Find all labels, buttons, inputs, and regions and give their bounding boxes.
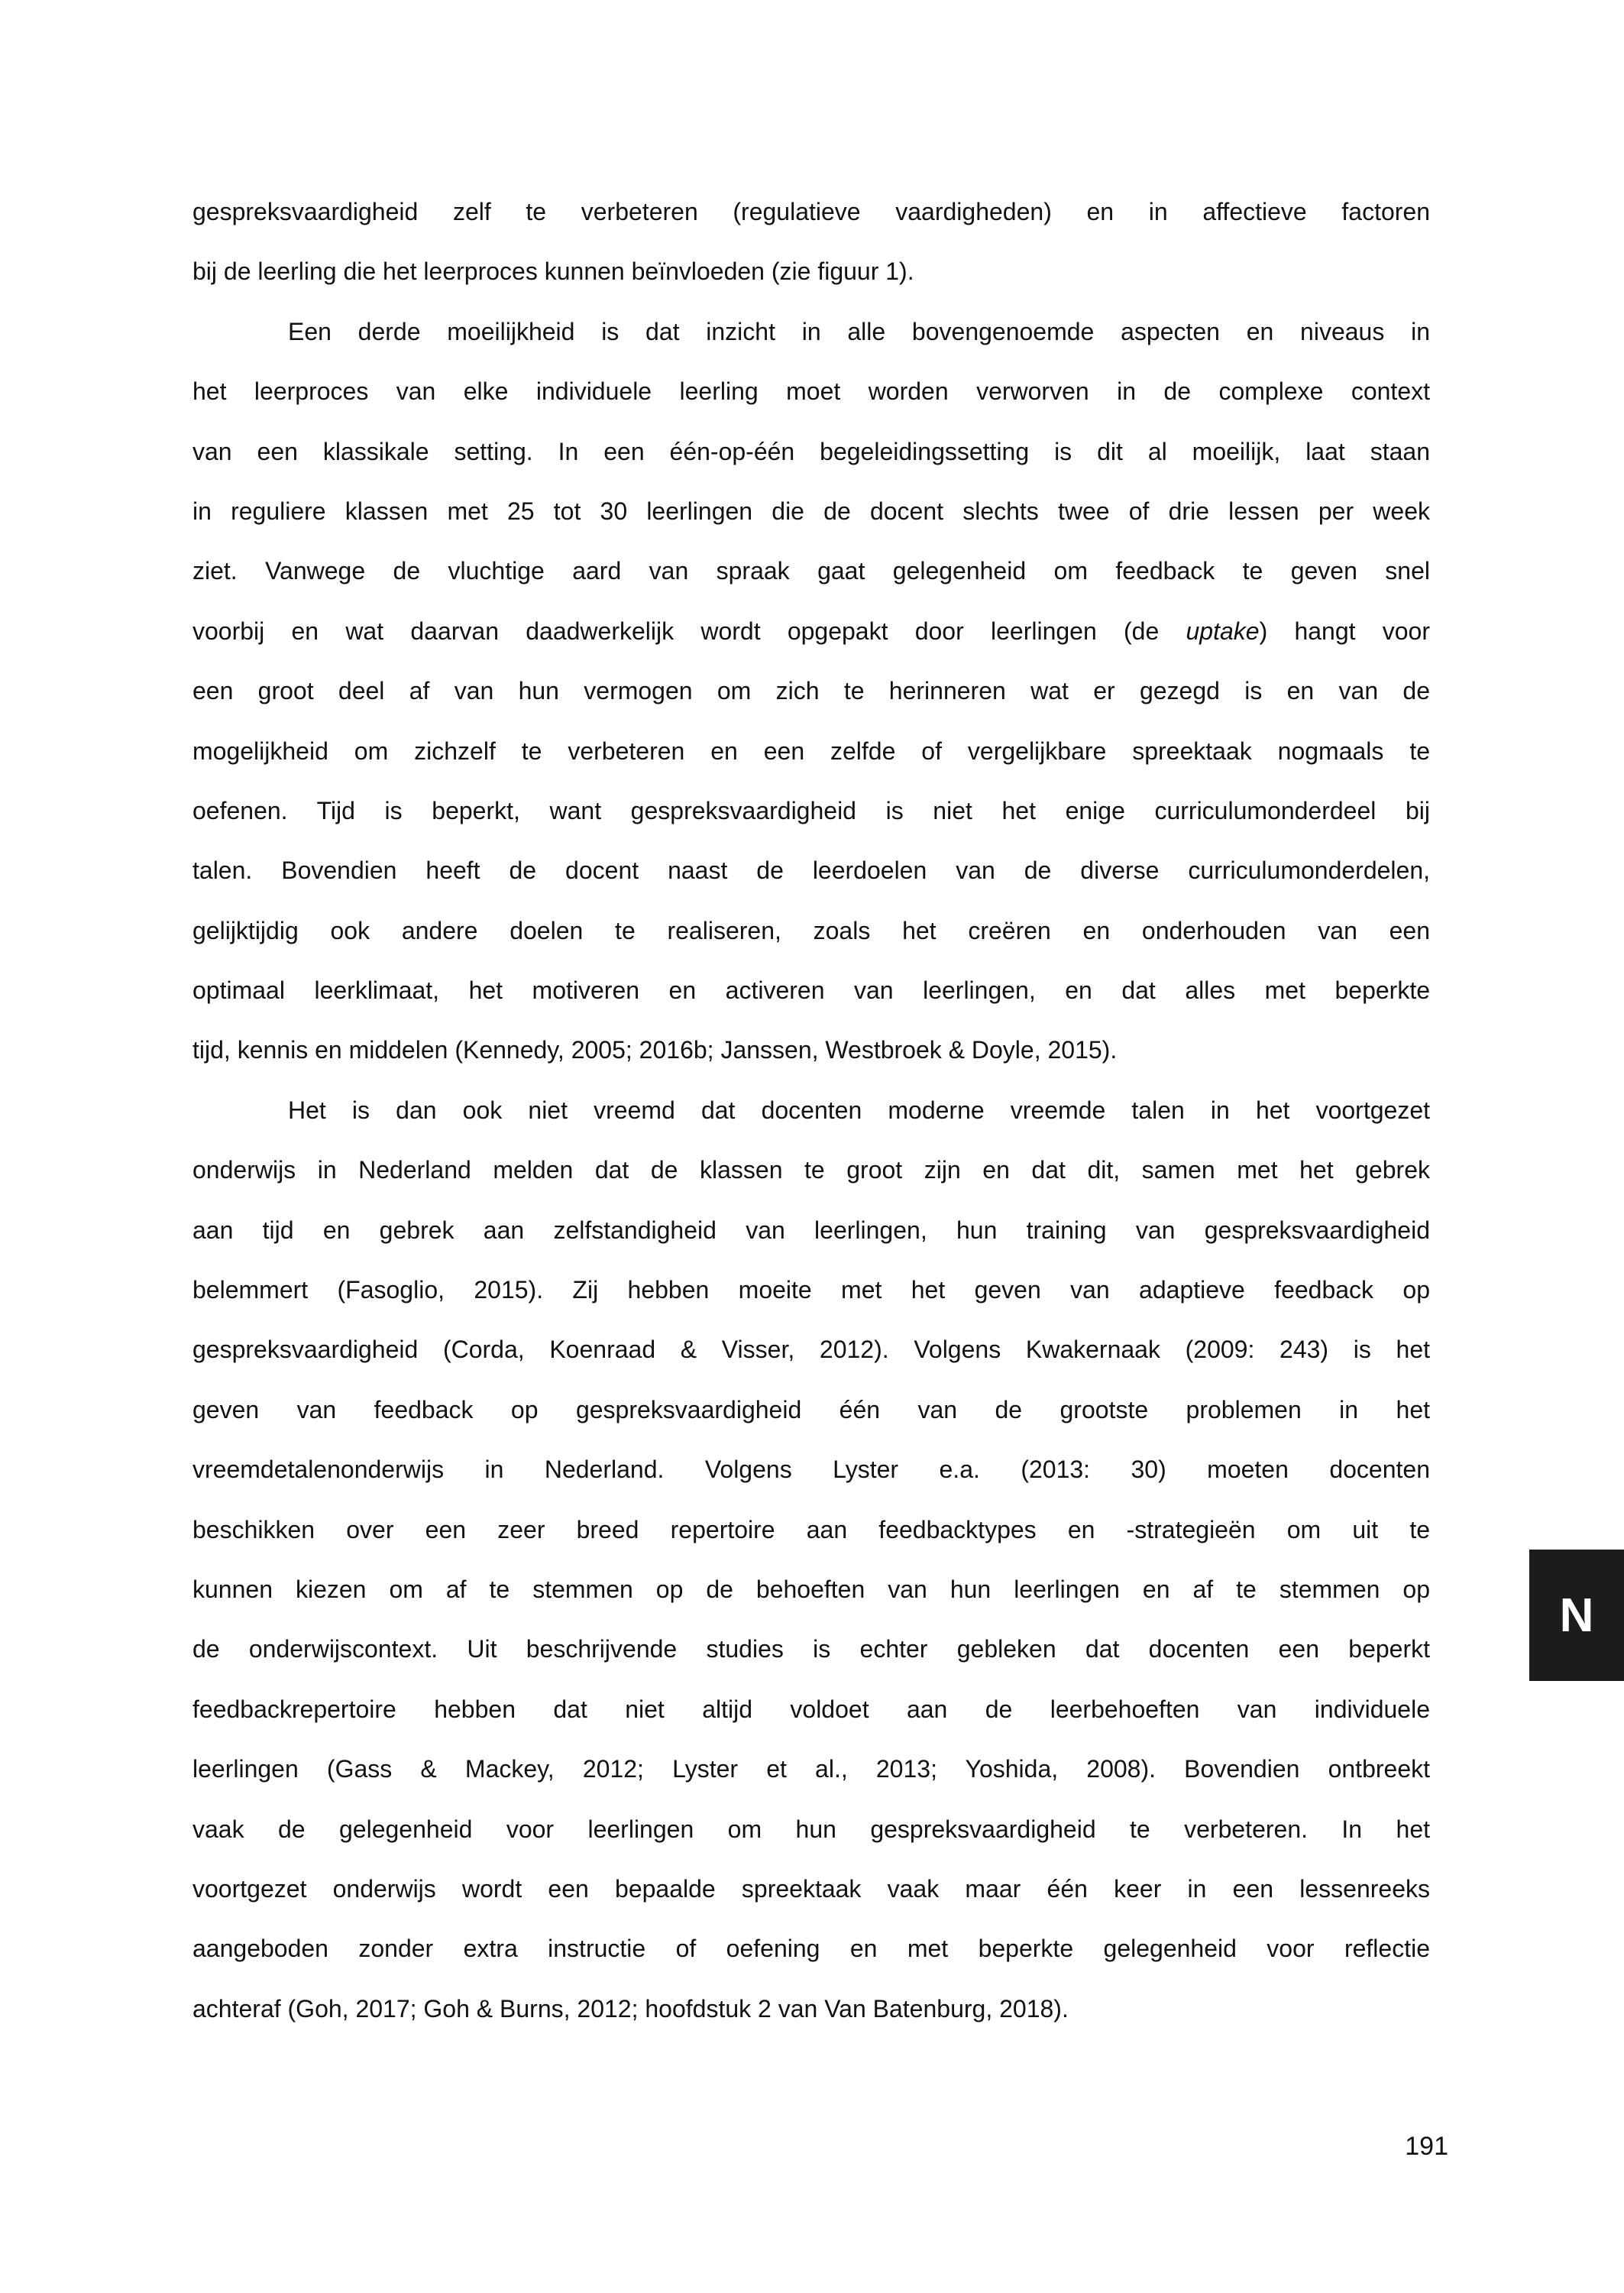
page-number: 191 <box>1405 2132 1448 2161</box>
text-line: de onderwijscontext. Uit beschrijvende studies is echter gebleken dat docenten een beperkt <box>192 1635 1430 1663</box>
text-line: in reguliere klassen met 25 tot 30 leerlingen die de docent slechts twee of drie lessen per week <box>192 497 1430 525</box>
text-line: gespreksvaardigheid (Corda, Koenraad & Visser, 2012). Volgens Kwakernaak (2009: 243) is het <box>192 1336 1430 1364</box>
text-line: van een klassikale setting. In een één-op-één begeleidingssetting is dit al moeilijk, laat staan <box>192 437 1430 465</box>
text-line: leerlingen (Gass & Mackey, 2012; Lyster et al., 2013; Yoshida, 2008). Bovendien ontbreekt <box>192 1755 1430 1783</box>
text-line: aan tijd en gebrek aan zelfstandigheid van leerlingen, hun training van gespreksvaardigheid <box>192 1216 1430 1244</box>
text-line: kunnen kiezen om af te stemmen op de behoeften van hun leerlingen en af te stemmen op <box>192 1575 1430 1603</box>
text-segment: ) hangt voor <box>1259 617 1431 645</box>
text-line: geven van feedback op gespreksvaardigheid één van de grootste problemen in het <box>192 1395 1430 1423</box>
text-line: Een derde moeilijkheid is dat inzicht in alle bovengenoemde aspecten en niveaus in <box>288 317 1430 345</box>
text-line: achteraf (Goh, 2017; Goh & Burns, 2012; hoofdstuk 2 van Van Batenburg, 2018). <box>192 1994 1069 2023</box>
text-line: aangeboden zonder extra instructie of oefening en met beperkte gelegenheid voor reflectie <box>192 1935 1430 1963</box>
text-line: onderwijs in Nederland melden dat de klassen te groot zijn en dat dit, samen met het gebrek <box>192 1156 1430 1184</box>
text-line: talen. Bovendien heeft de docent naast de leerdoelen van de diverse curriculumonderdelen, <box>192 857 1430 885</box>
text-line: belemmert (Fasoglio, 2015). Zij hebben moeite met het geven van adaptieve feedback op <box>192 1276 1430 1304</box>
text-line: gespreksvaardigheid zelf te verbeteren (regulatieve vaardigheden) en in affectieve factoren <box>192 198 1430 225</box>
text-line: optimaal leerklimaat, het motiveren en activeren van leerlingen, en dat alles met beperkte <box>192 976 1430 1005</box>
text-line: bij de leerling die het leerproces kunnen beïnvloeden (zie figuur 1). <box>192 257 914 286</box>
text-line: gelijktijdig ook andere doelen te realiseren, zoals het creëren en onderhouden van een <box>192 916 1430 944</box>
body-text <box>192 182 1430 2039</box>
chapter-thumb-tab: N <box>1529 1550 1624 1681</box>
text-line: oefenen. Tijd is beperkt, want gespreksvaardigheid is niet het enige curriculumonderdeel bij <box>192 796 1430 824</box>
text-line: feedbackrepertoire hebben dat niet altijd voldoet aan de leerbehoeften van individuele <box>192 1695 1430 1723</box>
text-line <box>192 601 1430 661</box>
text-line: vreemdetalenonderwijs in Nederland. Volgens Lyster e.a. (2013: 30) moeten docenten <box>192 1456 1430 1484</box>
text-line: vaak de gelegenheid voor leerlingen om hun gespreksvaardigheid te verbeteren. In het <box>192 1815 1430 1843</box>
text-line: mogelijkheid om zichzelf te verbeteren en een zelfde of vergelijkbare spreektaak nogmaals te <box>192 737 1430 765</box>
text-line: voortgezet onderwijs wordt een bepaalde spreektaak vaak maar één keer in een lessenreeks <box>192 1874 1430 1903</box>
text-line: ziet. Vanwege de vluchtige aard van spraak gaat gelegenheid om feedback te geven snel <box>192 557 1430 585</box>
text-line: tijd, kennis en middelen (Kennedy, 2005; 2016b; Janssen, Westbroek & Doyle, 2015). <box>192 1036 1118 1064</box>
text-segment: voorbij en wat daarvan daadwerkelijk wordt opgepakt door leerlingen (de <box>192 617 1186 645</box>
text-line: het leerproces van elke individuele leerling moet worden verworven in de complexe context <box>192 377 1430 406</box>
italic-term: uptake <box>1186 617 1260 645</box>
text-line: beschikken over een zeer breed repertoire aan feedbacktypes en -strategieën om uit te <box>192 1515 1430 1543</box>
text-line: Het is dan ook niet vreemd dat docenten moderne vreemde talen in het voortgezet <box>288 1096 1430 1124</box>
text-line: een groot deel af van hun vermogen om zich te herinneren wat er gezegd is en van de <box>192 677 1430 705</box>
